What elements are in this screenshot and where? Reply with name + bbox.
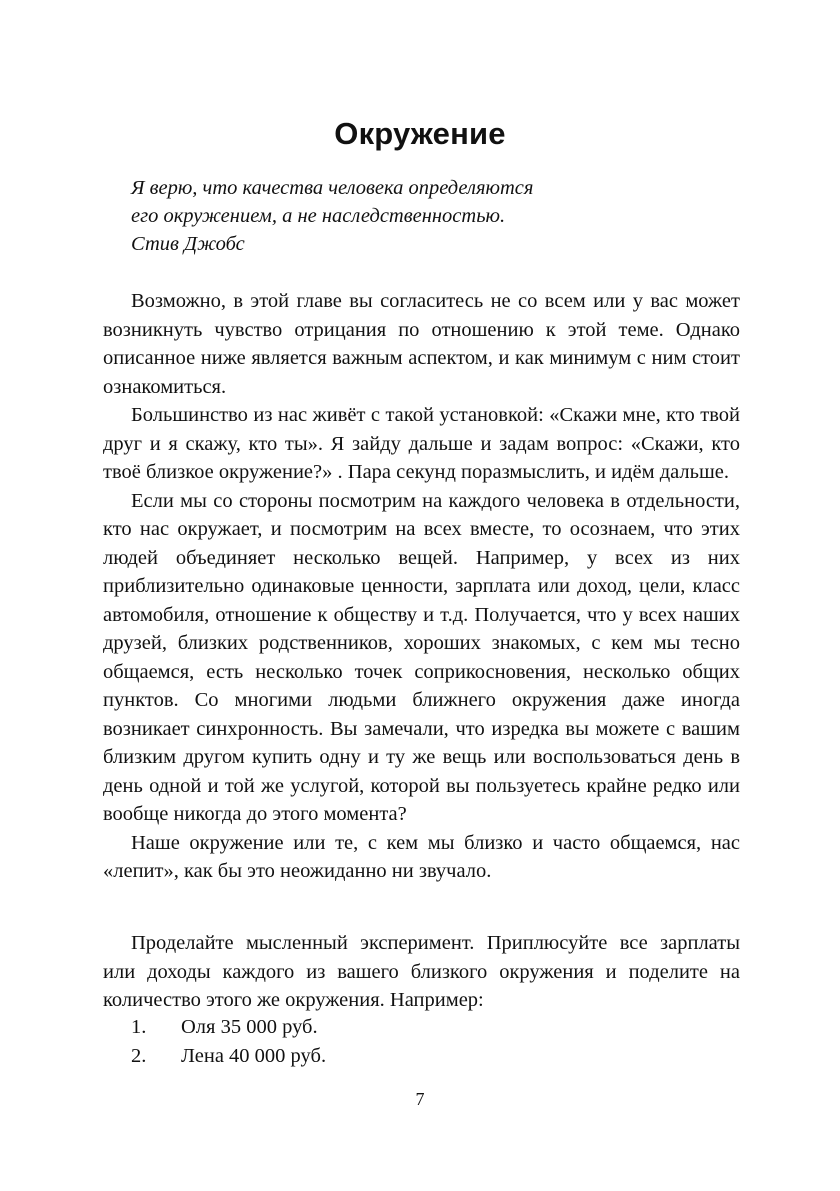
- list-item-text: Оля 35 000 руб.: [181, 1016, 318, 1038]
- paragraph: Большинство из нас живёт с такой установкой: «Скажи мне, кто твой друг и я скажу, кто ты». Я зайду дальше и задам вопрос: «Скажи, кто твоё близкое окружение?» . Пара секунд поразмыслить, и идём дальше.: [103, 404, 740, 483]
- text-block: [103, 929, 740, 1015]
- list-item: [131, 1042, 691, 1071]
- list-item: [131, 1013, 691, 1042]
- list-item-number: 1.: [131, 1016, 147, 1038]
- epigraph-line: его окружением, а не наследственностью.: [131, 205, 506, 227]
- epigraph: [131, 174, 691, 258]
- paragraph: Возможно, в этой главе вы согласитесь не со всем или у вас может возникнуть чувство отрицания по отношению к этой теме. Однако описанное ниже является важным аспектом, и как минимум с ним стоит ознакомиться.: [103, 290, 740, 398]
- epigraph-line: Я верю, что качества человека определяются: [131, 177, 534, 199]
- chapter-title: Окружение: [334, 116, 506, 151]
- numbered-list: [131, 1013, 691, 1070]
- page-number: 7: [415, 1089, 425, 1109]
- list-item-number: 2.: [131, 1044, 147, 1067]
- paragraph: Если мы со стороны посмотрим на каждого человека в отдельности, кто нас окружает, и посмотрим на всех вместе, то осознаем, что этих людей объединяет несколько вещей. Например, у всех из них приблизительно одинаковые ценности, зарплата или доход, цели, класс автомобиля, отношение к обществу и т.д. Получается, что у всех наших друзей, близких родственников, хороших знакомых, с кем мы тесно общаемся, есть несколько точек соприкосновения, несколько общих пунктов. Со многими людьми ближнего окружения даже иногда возникает синхронность. Вы замечали, что изредка вы можете с вашим близким другом купить одну и ту же вещь или воспользоваться день в день одной и той же услугой, которой вы пользуетесь крайне редко или вообще никогда до этого момента?: [103, 489, 740, 825]
- epigraph-author: Стив Джобс: [131, 233, 245, 255]
- text-block: [103, 287, 740, 886]
- paragraph: Проделайте мысленный эксперимент. Приплюсуйте все зарплаты или доходы каждого из вашего близкого окружения и поделите на количество этого же окружения. Например:: [103, 932, 740, 1011]
- list-item-text: Лена 40 000 руб.: [181, 1044, 327, 1067]
- paragraph: Наше окружение или те, с кем мы близко и часто общаемся, нас «лепит», как бы это неожиданно ни звучало.: [103, 831, 740, 882]
